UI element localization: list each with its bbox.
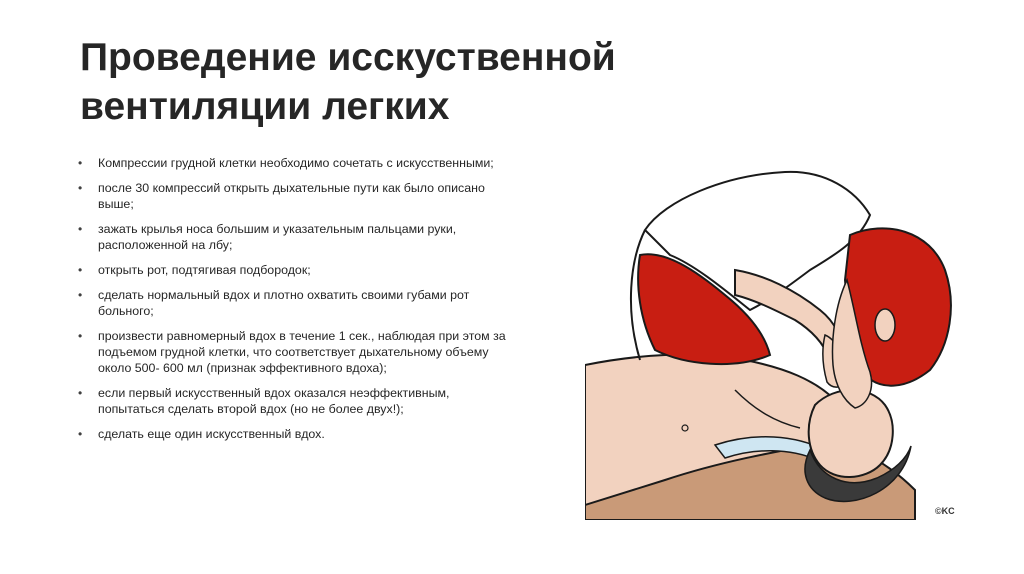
bullet-list bbox=[76, 155, 516, 451]
bullet-text: сделать еще один искусственный вдох. bbox=[98, 427, 325, 441]
slide-title bbox=[80, 33, 840, 131]
bullet-item bbox=[76, 287, 516, 319]
bullet-icon: • bbox=[78, 156, 83, 170]
bullet-item bbox=[76, 385, 516, 417]
slide-title-line-2: вентиляции легких bbox=[80, 85, 450, 128]
bullet-icon: • bbox=[78, 288, 83, 302]
bullet-item bbox=[76, 426, 516, 442]
bullet-text: Компрессии грудной клетки необходимо сочетать с искусственными; bbox=[98, 156, 494, 170]
bullet-icon: • bbox=[78, 386, 83, 400]
bullet-icon: • bbox=[78, 263, 83, 277]
cpr-illustration-svg bbox=[585, 160, 977, 520]
bullet-text: после 30 компрессий открыть дыхательные пути как было описано выше; bbox=[98, 181, 485, 211]
bullet-item bbox=[76, 155, 516, 171]
bullet-item bbox=[76, 328, 516, 376]
illustration-signature: ©KC bbox=[935, 506, 955, 516]
bullet-text: если первый искусственный вдох оказался неэффективным, попытаться сделать второй вдох (но не более двух!); bbox=[98, 386, 450, 416]
rescuer-ear bbox=[875, 309, 895, 341]
bullet-icon: • bbox=[78, 427, 83, 441]
slide-title-line-1: Проведение исскуственной bbox=[80, 36, 616, 79]
bullet-text: зажать крылья носа большим и указательным пальцами руки, расположенной на лбу; bbox=[98, 222, 457, 252]
bullet-item bbox=[76, 221, 516, 253]
cpr-illustration bbox=[585, 160, 977, 520]
bullet-text: сделать нормальный вдох и плотно охватить своими губами рот больного; bbox=[98, 288, 470, 318]
bullet-item bbox=[76, 180, 516, 212]
bullet-text: произвести равномерный вдох в течение 1 сек., наблюдая при этом за подъемом грудной клетки, что соответствует дыхательному объему около 500- 600 мл (признак эффективного вдоха); bbox=[98, 329, 506, 375]
bullet-icon: • bbox=[78, 181, 83, 195]
bullet-item bbox=[76, 262, 516, 278]
bullet-icon: • bbox=[78, 222, 83, 236]
bullet-text: открыть рот, подтягивая подбородок; bbox=[98, 263, 311, 277]
bullet-icon: • bbox=[78, 329, 83, 343]
